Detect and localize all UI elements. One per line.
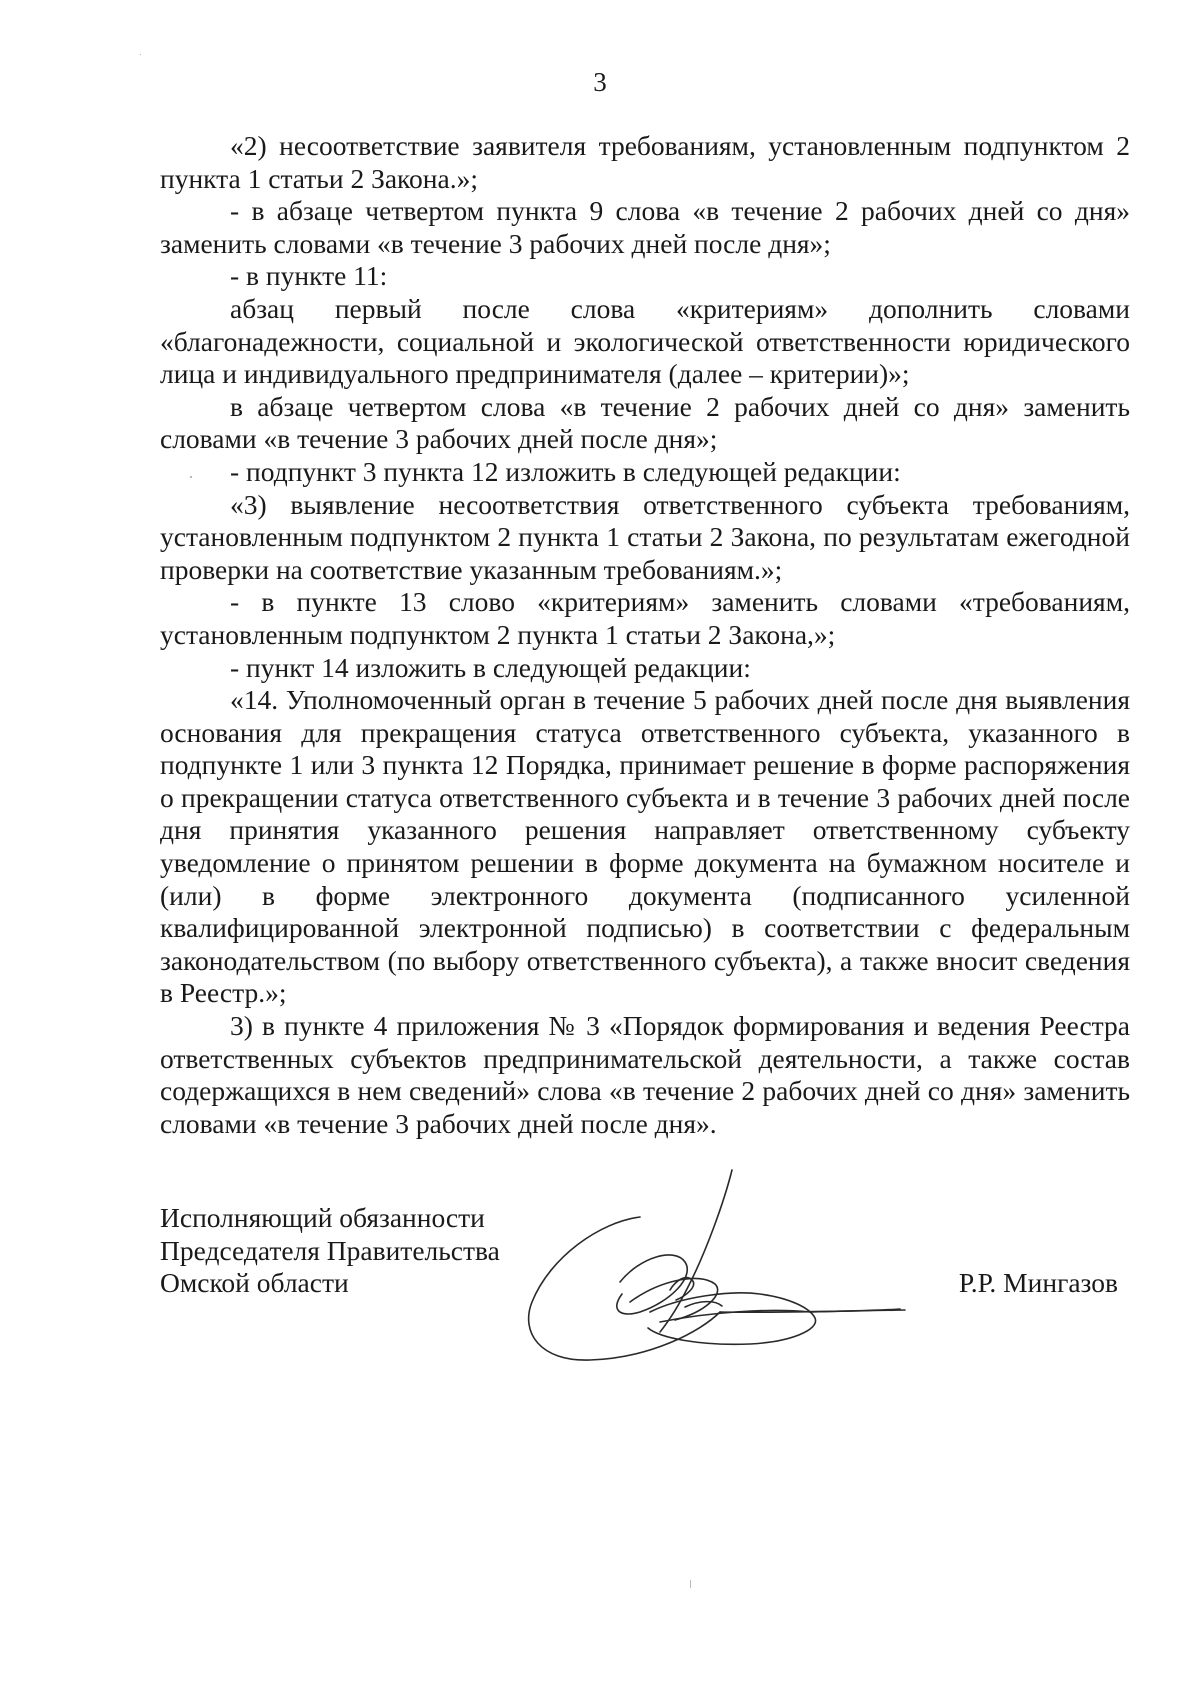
page-number: 3	[593, 67, 607, 97]
document-body	[160, 130, 1130, 1140]
handwritten-signature	[510, 1162, 920, 1372]
paragraph-6: - подпункт 3 пункта 12 изложить в следующей редакции:	[230, 455, 901, 487]
paragraph-11: 3) в пункте 4 приложения № 3 «Порядок формирования и ведения Реестра ответственных субъектов предпринимательской деятельности, а также состав содержащихся в нем сведений» слова «в течение 2 рабочих дней со дня» заменить словами «в течение 3 рабочих дней после дня».	[160, 1010, 1130, 1139]
signatory-name: Р.Р. Мингазов	[958, 1267, 1118, 1298]
signature-block	[160, 1202, 1130, 1392]
paragraph-7: «3) выявление несоответствия ответственного субъекта требованиям, установленным подпунктом 2 пункта 1 статьи 2 Закона, по результатам ежегодной проверки на соответствие указанным требованиям.»;	[160, 488, 1130, 585]
paragraph-5: в абзаце четвертом слова «в течение 2 рабочих дней со дня» заменить словами «в течение 3 рабочих дней после дня»;	[160, 390, 1130, 455]
signatory-title-line-3: Омской области	[160, 1267, 349, 1299]
signatory-title-line-2: Председателя Правительства	[160, 1234, 500, 1266]
paragraph-8: - в пункте 13 слово «критериям» заменить словами «требованиям, установленным подпунктом 2 пункта 1 статьи 2 Закона,»;	[160, 586, 1130, 650]
scan-speck	[190, 476, 192, 478]
paragraph-2: - в абзаце четвертом пункта 9 слова «в течение 2 рабочих дней со дня» заменить словами «в течение 3 рабочих дней после дня»;	[160, 195, 1130, 259]
scan-speck	[690, 1580, 691, 1588]
paragraph-4: абзац первый после слова «критериям» дополнить словами «благонадежности, социальной и экологической ответственности юридического лица и индивидуального предпринимателя (далее – критерии)»;	[160, 292, 1130, 390]
signatory-title-line-1: Исполняющий обязанности	[160, 1202, 485, 1233]
paragraph-3: - в пункте 11:	[230, 260, 388, 292]
paragraph-1: «2) несоответствие заявителя требованиям, установленным подпунктом 2 пункта 1 статьи 2 Закона.»;	[160, 130, 1130, 194]
scan-speck	[140, 54, 141, 55]
paragraph-10: «14. Уполномоченный орган в течение 5 рабочих дней после дня выявления основания для прекращения статуса ответственного субъекта, указанного в подпункте 1 или 3 пункта 12 Порядка, принимает решение в форме распоряжения о прекращении статуса ответственного субъекта и в течение 3 рабочих дней после дня принятия указанного решения направляет ответственному субъекту уведомление о принятом решении в форме документа на бумажном носителе и (или) в форме электронного документа (подписанного усиленной квалифицированной электронной подписью) в соответствии с федеральным законодательством (по выбору ответственного субъекта), а также вносит сведения в Реестр.»;	[160, 684, 1130, 1009]
paragraph-9: - пункт 14 изложить в следующей редакции:	[230, 651, 751, 683]
